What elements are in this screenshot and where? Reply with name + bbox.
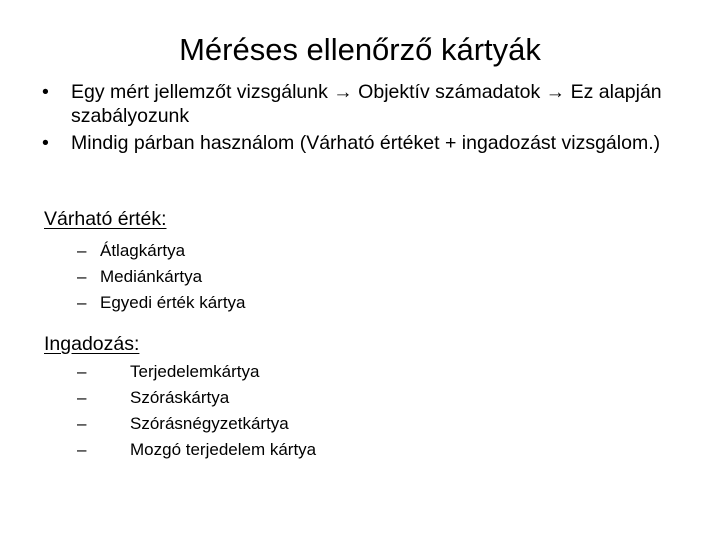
dash-marker: – (77, 362, 87, 381)
dash-marker: – (77, 267, 87, 286)
list-item-text: Egyedi érték kártya (100, 293, 246, 312)
variation-heading: Ingadozás: (44, 333, 140, 355)
list-item-text: Szóráskártya (130, 388, 230, 407)
bullet-text: Egy mért jellemzőt vizsgálunk → Objektív számadatok → Ez alapján szabályozunk (71, 81, 662, 127)
bullet-marker: • (42, 132, 49, 154)
expected-value-list (77, 238, 246, 316)
dash-marker: – (77, 293, 87, 312)
list-item-text: Mozgó terjedelem kártya (130, 440, 317, 459)
list-item (77, 385, 316, 411)
list-item (77, 238, 246, 264)
expected-value-heading: Várható érték: (44, 208, 167, 230)
variation-list (77, 359, 316, 463)
bullet-item (42, 131, 692, 155)
list-item-text: Átlagkártya (100, 241, 186, 260)
list-item-text: Szórásnégyzetkártya (130, 414, 289, 433)
list-item (77, 264, 246, 290)
list-item (77, 290, 246, 316)
bullet-item (42, 80, 692, 128)
bullet-marker: • (42, 81, 49, 103)
bullet-text: Mindig párban használom (Várható értéket + ingadozást vizsgálom.) (71, 132, 661, 154)
list-item-text: Mediánkártya (100, 267, 203, 286)
list-item (77, 359, 316, 385)
list-item (77, 437, 316, 463)
dash-marker: – (77, 241, 87, 260)
slide-title: Méréses ellenőrző kártyák (179, 32, 541, 67)
list-item (77, 411, 316, 437)
dash-marker: – (77, 414, 87, 433)
dash-marker: – (77, 440, 87, 459)
dash-marker: – (77, 388, 87, 407)
list-item-text: Terjedelemkártya (130, 362, 260, 381)
main-bullet-list (42, 80, 692, 158)
